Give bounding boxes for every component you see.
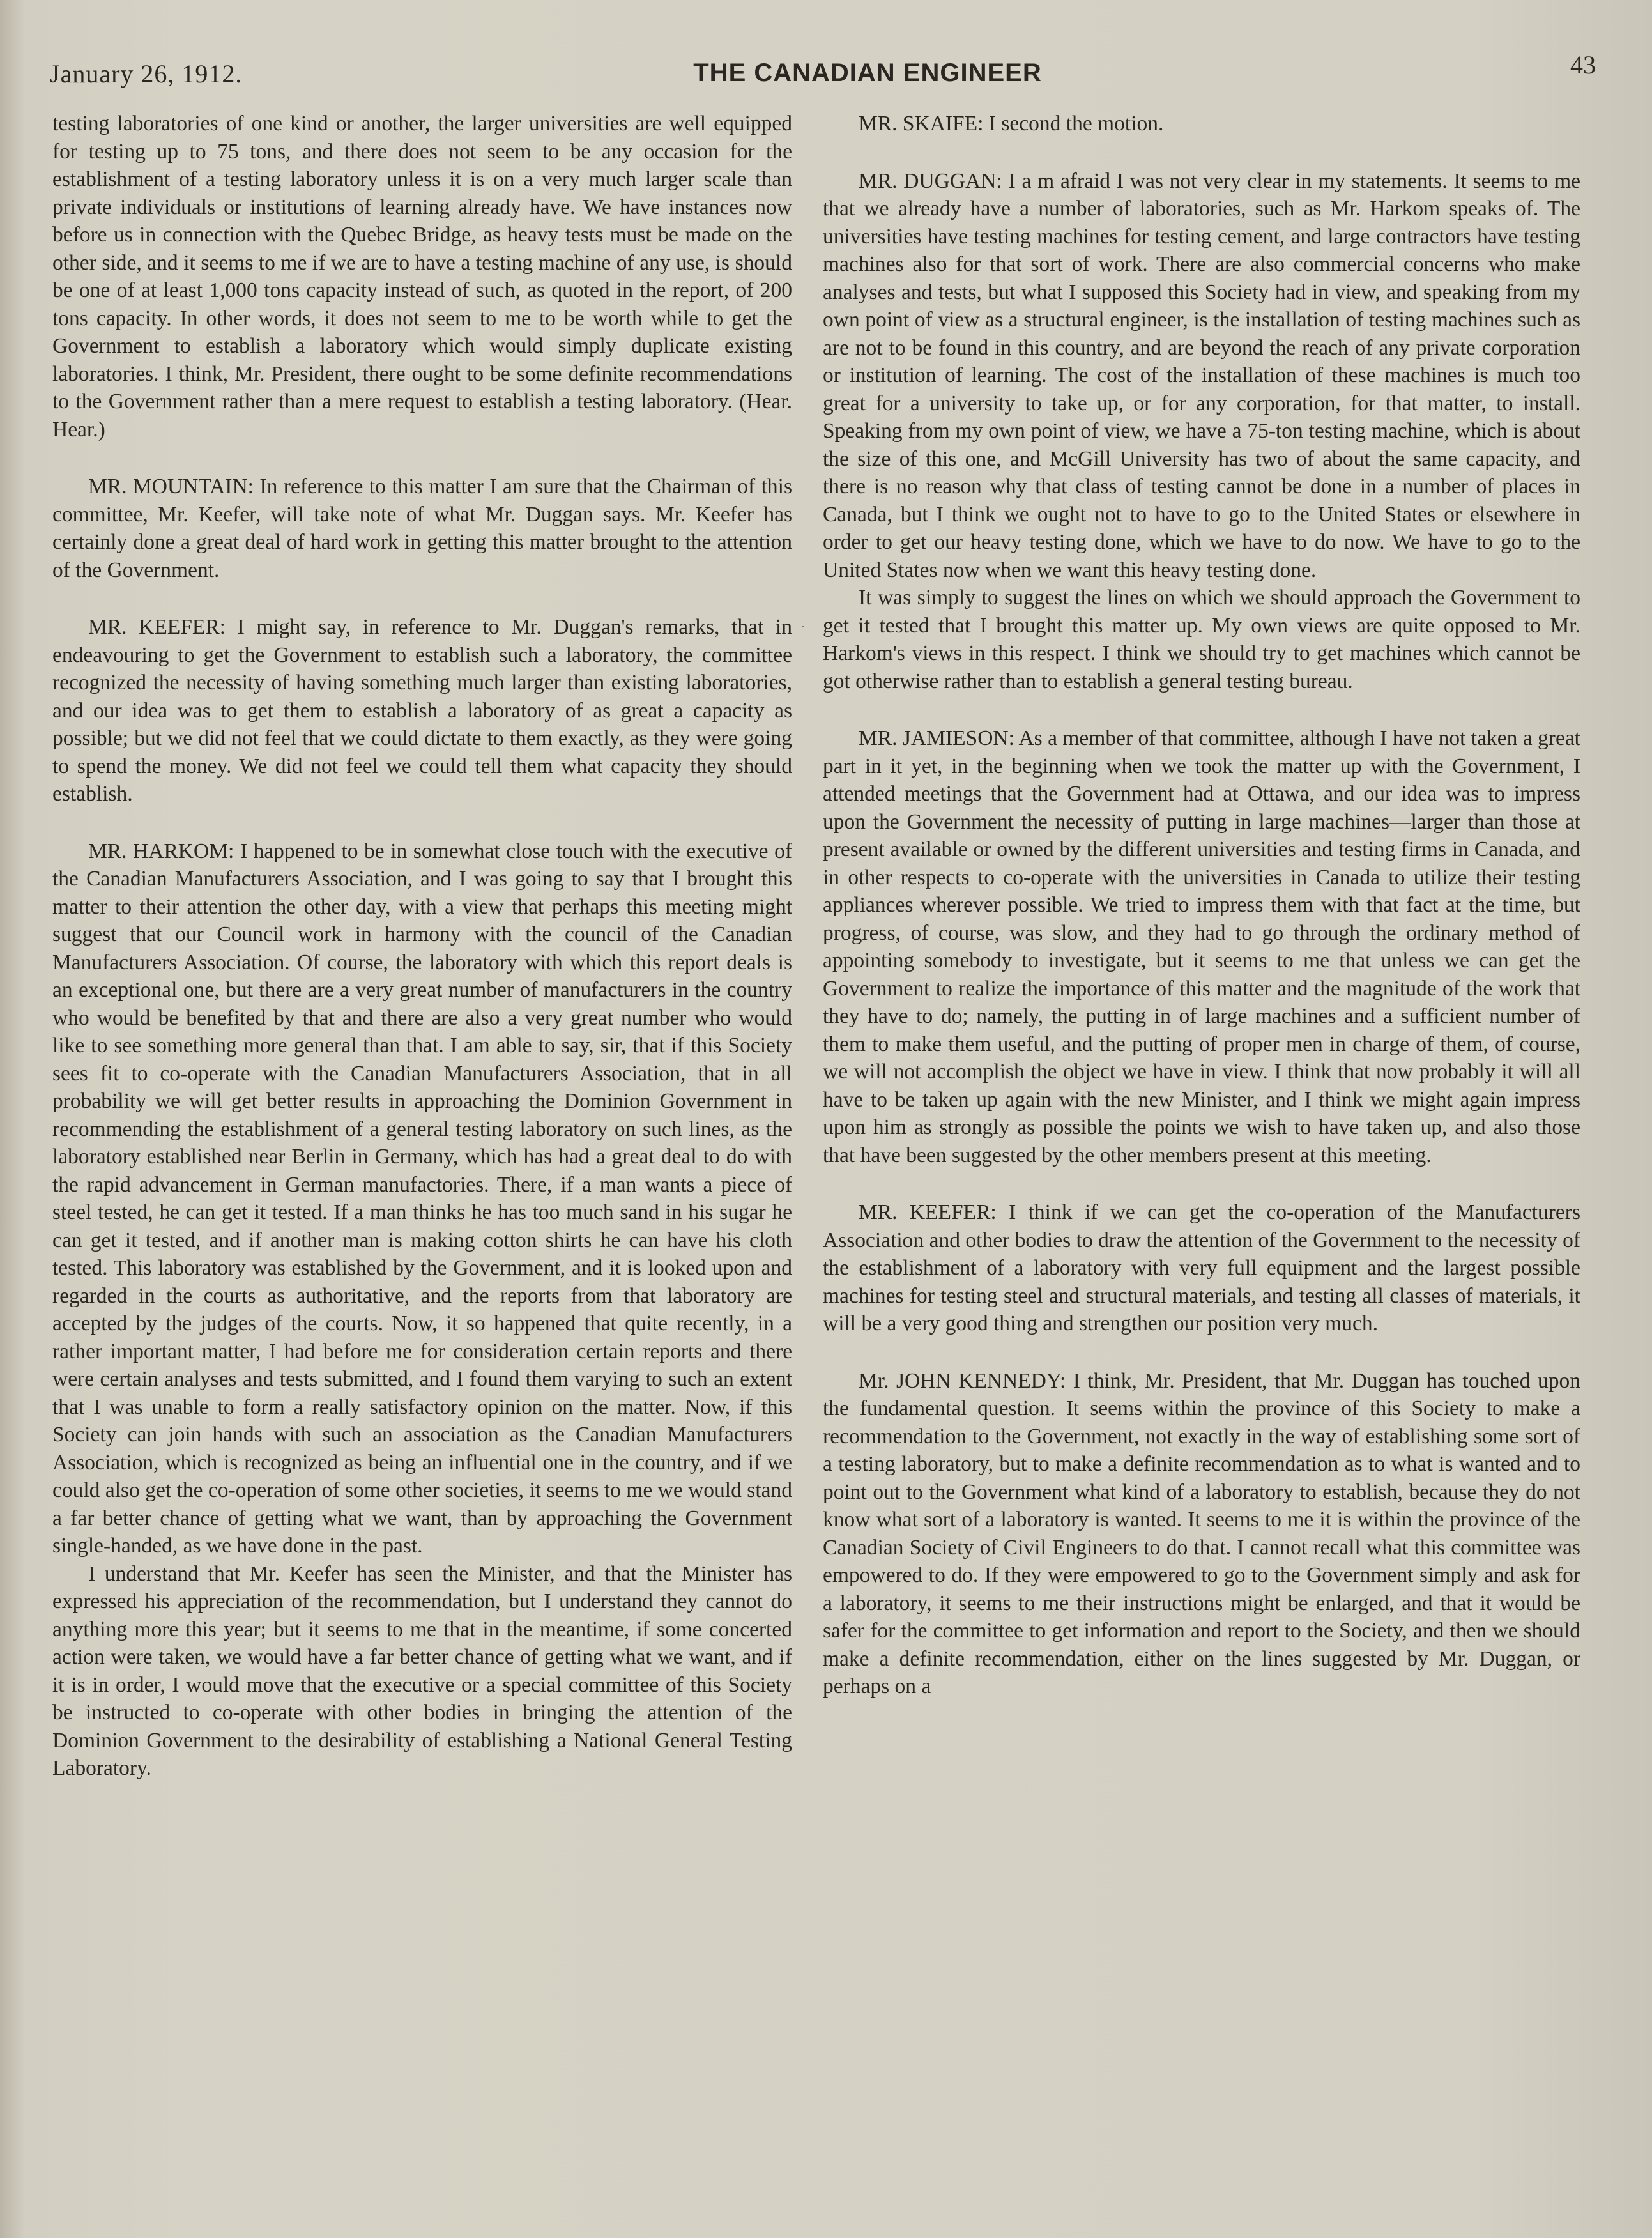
paragraph-testing-laboratories: testing laboratories of one kind or another, the larger universities are well equipped for testing up to 75 tons, and there does not seem to be any occasion for the establishment of a testing laboratory unless it is on a very much larger scale than private individuals or institutions of learning already have. We have instances now before us in connection with the Quebec Bridge, as heavy tests must be made on the other side, and it seems to me if we are to have a testing machine of any use, is should be one of at least 1,000 tons capacity instead of such, as quoted in the report, of 200 tons capacity. In other words, it does not seem to me to be worth while to get the Government to establish a laboratory which would simply duplicate existing laboratories. I think, Mr. President, there ought to be some definite recommendations to the Government rather than a mere request to establish a testing laboratory. (Hear. Hear.) — [52, 112, 792, 441]
paragraph-jamieson: MR. JAMIESON: As a member of that committee, although I have not taken a great part in it yet, in the beginning when we took the matter up with the Government, I attended meetings that the Government had at Ottawa, and our idea was to impress upon the Government the necessity of putting in large machines—larger than those at present available or owned by the different universities and testing firms in Canada, and in other respects to co-operate with the universities in Canada to utilize their testing appliances wherever possible. We tried to impress them with that fact at the time, but progress, of course, was slow, and they had to go through the ordinary method of appointing somebody to investigate, but it seems to me that unless we can get the Government to realize the importance of this matter and the magnitude of the work that they have to do; namely, the putting in of large machines and a sufficient number of them to make them useful, and the putting of proper men in charge of them, of course, we will not accomplish the object we have in view. I think that now probably it will all have to be taken up again with the new Minister, and I think we might again impress upon him as strongly as possible the points we wish to have taken up, and also those that have been suggested by the other members present at this meeting. — [823, 726, 1580, 1167]
paragraph-kennedy: Mr. JOHN KENNEDY: I think, Mr. President, that Mr. Duggan has touched upon the fundamental question. It seems within the province of this Society to make a recommendation to the Government, not exactly in the way of establishing some sort of a testing laboratory, but to make a definite recommendation as to what is wanted and to point out to the Government what kind of a laboratory to establish, because they do not know what sort of a laboratory is wanted. It seems to me it is within the province of the Canadian Society of Civil Engineers to do that. I cannot recall what this committee was empowered to do. If they were empowered to go to the Government simply and ask for a laboratory, it seems to me their instructions might be enlarged, and that it would be safer for the committee to get information and report to the Society, and then we should make a definite recommendation, either on the lines suggested by Mr. Duggan, or perhaps on a — [823, 1368, 1580, 1698]
gutter-mark — [802, 626, 804, 627]
paragraph-keefer: MR. KEEFER: I might say, in reference to Mr. Duggan's remarks, that in endeavouring to get the Government to establish such a laboratory, the committee recognized the necessity of having something much larger than existing laboratories, and our idea was to get them to establish a laboratory of as great a capacity as possible; but we did not feel that we could dictate to them exactly, as they were going to spend the money. We did not feel we could tell them what capacity they should establish. — [52, 615, 792, 806]
paragraph-keefer-second: MR. KEEFER: I think if we can get the co-operation of the Manufacturers Association and other bodies to draw the attention of the Government to the necessity of the establishment of a laboratory with very full equipment and the largest possible machines for testing steel and structural materials, and testing all classes of materials, it will be a very good thing and strengthen our position very much. — [823, 1200, 1580, 1335]
right-column — [823, 110, 1580, 2129]
issue-date: January 26, 1912. — [50, 59, 243, 88]
journal-title: THE CANADIAN ENGINEER — [693, 59, 1042, 87]
paragraph-harkom-motion: I understand that Mr. Keefer has seen the Minister, and that the Minister has expressed his appreciation of the recommendation, but I understand they cannot do anything more this year; but it seems to me that in the meantime, if some concerted action were taken, we would have a far better chance of getting what we want, and if it is in order, I would move that the executive or a special committee of this Society be instructed to co-operate with other bodies in bringing the attention of the Dominion Government to the desirability of establishing a National General Testing Laboratory. — [52, 1561, 792, 1780]
paragraph-mountain: MR. MOUNTAIN: In reference to this matter I am sure that the Chairman of this committee, Mr. Keefer, will take note of what Mr. Duggan says. Mr. Keefer has certainly done a great deal of hard work in getting this matter brought to the attention of the Government. — [52, 475, 792, 582]
page-number: 43 — [1570, 50, 1596, 79]
page-header — [50, 45, 1596, 96]
paragraph-duggan-continued: It was simply to suggest the lines on which we should approach the Government to get it tested that I brought this matter up. My own views are quite opposed to Mr. Harkom's views in this respect. I think we should try to get machines which cannot be got otherwise rather than to establish a general testing bureau. — [823, 586, 1580, 693]
left-column — [52, 110, 792, 2129]
paragraph-skaife: MR. SKAIFE: I second the motion. — [859, 112, 1164, 135]
paragraph-duggan: MR. DUGGAN: I a m afraid I was not very clear in my statements. It seems to me that we already have a number of laboratories, such as Mr. Harkom speaks of. The universities have testing machines for testing cement, and large contractors have testing machines also for that sort of work. There are also commercial concerns who make analyses and tests, but what I supposed this Society had in view, and speaking from my own point of view as a structural engineer, is the installation of testing machines such as are not to be found in this country, and are beyond the reach of any private corporation or institution of learning. The cost of the installation of these machines is much too great for a university to take up, or for any corporation, for that matter, to install. Speaking from my own point of view, we have a 75-ton testing machine, which is about the size of this one, and McGill University has two of about the same capacity, and there is no reason why that class of testing cannot be done in a number of places in Canada, but I think we ought not to have to go to the United States or elsewhere in order to get our heavy testing done, which we have to do now. We have to go to the United States now when we want this heavy testing done. — [823, 169, 1580, 582]
paragraph-harkom: MR. HARKOM: I happened to be in somewhat close touch with the executive of the Canadian Manufacturers Association, and I was going to say that I brought this matter to their attention the other day, with a view that perhaps this meeting might suggest that our Council work in harmony with the council of the Canadian Manufacturers Association. Of course, the laboratory with which this report deals is an exceptional one, but there are a very great number of manufacturers in the country who would be benefited by that and there are also a very great number who would like to see something more general than that. I am able to say, sir, that if this Society sees fit to co-operate with the Canadian Manufacturers Association, that in all probability we will get better results in approaching the Dominion Government in recommending the establishment of a general testing laboratory on such lines, as the laboratory established near Berlin in Germany, which has had a great deal to do with the rapid advancement in German manufactories. There, if a man wants a piece of steel tested, he can get it tested. If a man thinks he has too much sand in his sugar he can get it tested, and if another man is making cotton shirts he can have his cloth tested. This laboratory was established by the Government, and it is looked upon and regarded in the courts as authoritative, and the reports from that laboratory are accepted by the judges of the courts. Now, it so happened that quite recently, in a rather important matter, I had before me for consideration certain reports and there were certain analyses and tests submitted, and I found them varying to such an extent that I was unable to form a really satisfactory opinion on the matter. Now, if this Society can join hands with such an association as the Canadian Manufacturers Association, which is recognized as being an influential one in the country, and if we could also get the co-operation of some other societies, it seems to me we would stand a far better chance of getting what we want, than by approaching the Government single-handed, as we have done in the past. — [52, 839, 792, 1558]
